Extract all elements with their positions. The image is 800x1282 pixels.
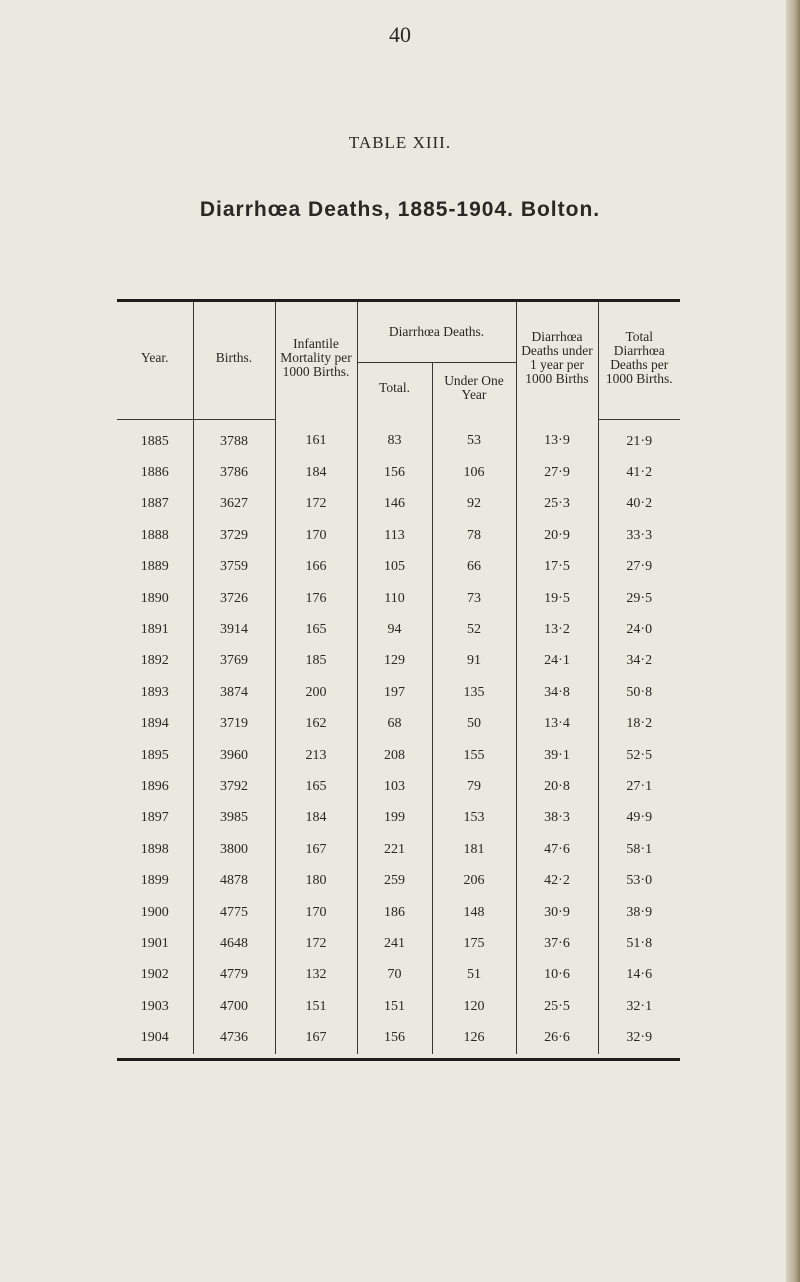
cell-under-one-per-1000: 25·5 [516,991,598,1022]
cell-total-deaths: 259 [357,865,432,896]
cell-under-one-deaths: 206 [432,865,516,896]
page-title: Diarrhœa Deaths, 1885-1904. Bolton. [199,198,601,221]
cell-year: 1904 [140,1030,169,1046]
cell-total-deaths: 110 [357,583,432,614]
cell-infantile-mortality: 166 [275,552,357,583]
cell-total-per-1000: 53·0 [598,865,680,896]
cell-under-one-deaths: 52 [432,614,516,645]
cell-births: 3800 [193,834,275,865]
cell-year: 1893 [140,684,169,700]
cell-total-per-1000: 32·9 [598,1022,680,1053]
cell-total-per-1000: 32·1 [598,991,680,1022]
cell-infantile-mortality: 162 [275,709,357,740]
cell-infantile-mortality: 184 [275,803,357,834]
cell-total-deaths: 68 [357,709,432,740]
cell-total-deaths: 105 [357,552,432,583]
cell-year: 1890 [140,590,169,606]
cell-under-one-per-1000: 13·2 [516,614,598,645]
table-row [117,677,680,708]
cell-total-deaths: 241 [357,928,432,959]
table-row [117,520,680,551]
cell-year: 1901 [140,935,169,951]
cell-infantile-mortality: 170 [275,520,357,551]
cell-total-deaths: 199 [357,803,432,834]
table-row [117,583,680,614]
cell-year: 1900 [140,904,169,920]
cell-total-deaths: 197 [357,677,432,708]
cell-year: 1897 [140,810,169,826]
cell-total-deaths: 221 [357,834,432,865]
cell-total-per-1000: 14·6 [598,960,680,991]
cell-year: 1898 [140,841,169,857]
cell-births: 3719 [193,709,275,740]
cell-births: 3726 [193,583,275,614]
table-row [117,489,680,520]
cell-total-deaths: 83 [357,420,432,458]
cell-total-per-1000: 51·8 [598,928,680,959]
cell-total-deaths: 129 [357,646,432,677]
cell-under-one-deaths: 51 [432,960,516,991]
cell-under-one-deaths: 66 [432,552,516,583]
cell-infantile-mortality: 167 [275,834,357,865]
page-edge [786,0,800,1282]
header-diarrhoea-deaths: Diarrhœa Deaths. [357,302,516,363]
cell-under-one-deaths: 73 [432,583,516,614]
cell-year: 1902 [140,967,169,983]
cell-year: 1895 [140,747,169,763]
cell-infantile-mortality: 151 [275,991,357,1022]
table-row [117,960,680,991]
cell-total-per-1000: 29·5 [598,583,680,614]
cell-infantile-mortality: 172 [275,928,357,959]
cell-total-deaths: 103 [357,771,432,802]
cell-under-one-per-1000: 27·9 [516,457,598,488]
table-row [117,457,680,488]
cell-total-deaths: 156 [357,457,432,488]
cell-total-deaths: 146 [357,489,432,520]
cell-births: 4878 [193,865,275,896]
cell-under-one-per-1000: 19·5 [516,583,598,614]
cell-under-one-per-1000: 30·9 [516,897,598,928]
cell-under-one-deaths: 175 [432,928,516,959]
cell-total-per-1000: 18·2 [598,709,680,740]
cell-under-one-per-1000: 17·5 [516,552,598,583]
cell-infantile-mortality: 184 [275,457,357,488]
cell-births: 3759 [193,552,275,583]
cell-under-one-deaths: 120 [432,991,516,1022]
table-bottom-rule [117,1058,680,1061]
cell-total-deaths: 70 [357,960,432,991]
cell-under-one-deaths: 106 [432,457,516,488]
cell-under-one-per-1000: 26·6 [516,1022,598,1053]
cell-total-per-1000: 27·1 [598,771,680,802]
header-total: Total. [357,363,432,414]
cell-total-per-1000: 34·2 [598,646,680,677]
cell-total-per-1000: 41·2 [598,457,680,488]
cell-births: 4779 [193,960,275,991]
table-row [117,803,680,834]
cell-total-per-1000: 50·8 [598,677,680,708]
cell-total-deaths: 151 [357,991,432,1022]
page-number: 40 [389,22,411,47]
cell-year: 1887 [140,496,169,512]
table-row [117,552,680,583]
cell-under-one-per-1000: 37·6 [516,928,598,959]
cell-under-one-deaths: 155 [432,740,516,771]
cell-total-deaths: 186 [357,897,432,928]
cell-infantile-mortality: 167 [275,1022,357,1053]
cell-under-one-deaths: 153 [432,803,516,834]
table-row [117,420,680,458]
cell-total-deaths: 208 [357,740,432,771]
cell-infantile-mortality: 172 [275,489,357,520]
cell-year: 1888 [140,527,169,543]
cell-births: 3914 [193,614,275,645]
cell-births: 3769 [193,646,275,677]
cell-infantile-mortality: 213 [275,740,357,771]
cell-year: 1903 [140,998,169,1014]
cell-infantile-mortality: 180 [275,865,357,896]
cell-under-one-per-1000: 24·1 [516,646,598,677]
cell-total-per-1000: 40·2 [598,489,680,520]
cell-under-one-per-1000: 25·3 [516,489,598,520]
table-row [117,740,680,771]
cell-total-deaths: 156 [357,1022,432,1053]
cell-births: 3786 [193,457,275,488]
cell-under-one-deaths: 50 [432,709,516,740]
table-row [117,646,680,677]
table-row [117,771,680,802]
cell-under-one-per-1000: 20·9 [516,520,598,551]
cell-total-per-1000: 27·9 [598,552,680,583]
cell-under-one-deaths: 91 [432,646,516,677]
table-row [117,1022,680,1053]
cell-under-one-deaths: 53 [432,420,516,458]
cell-year: 1896 [140,778,169,794]
cell-births: 3985 [193,803,275,834]
cell-total-per-1000: 24·0 [598,614,680,645]
header-infantile-mortality: Infantile Mortality per 1000 Births. [275,302,357,413]
cell-under-one-deaths: 126 [432,1022,516,1053]
cell-infantile-mortality: 132 [275,960,357,991]
cell-births: 4648 [193,928,275,959]
cell-births: 3729 [193,520,275,551]
cell-births: 3960 [193,740,275,771]
cell-under-one-per-1000: 47·6 [516,834,598,865]
cell-under-one-deaths: 135 [432,677,516,708]
cell-total-per-1000: 38·9 [598,897,680,928]
cell-infantile-mortality: 200 [275,677,357,708]
header-deaths-under-1-per-1000: Diarrhœa Deaths under 1 year per 1000 Births [516,302,598,413]
cell-under-one-deaths: 78 [432,520,516,551]
cell-infantile-mortality: 161 [275,420,357,458]
table-row [117,834,680,865]
cell-births: 4700 [193,991,275,1022]
cell-under-one-deaths: 181 [432,834,516,865]
cell-births: 4736 [193,1022,275,1053]
cell-total-per-1000: 33·3 [598,520,680,551]
cell-under-one-per-1000: 42·2 [516,865,598,896]
cell-infantile-mortality: 165 [275,614,357,645]
header-total-per-1000: Total Diarrhœa Deaths per 1000 Births. [598,302,680,413]
cell-under-one-deaths: 92 [432,489,516,520]
data-table-container [117,299,680,1061]
cell-births: 3874 [193,677,275,708]
cell-total-deaths: 94 [357,614,432,645]
cell-under-one-deaths: 148 [432,897,516,928]
table-body [117,420,680,1054]
cell-births: 3788 [193,420,275,458]
table-label: TABLE XIII. [348,133,452,152]
cell-year: 1885 [140,433,169,449]
cell-year: 1894 [140,716,169,732]
header-births: Births. [193,302,275,413]
cell-under-one-per-1000: 13·4 [516,709,598,740]
cell-year: 1886 [140,465,169,481]
cell-births: 4775 [193,897,275,928]
cell-births: 3792 [193,771,275,802]
cell-year: 1889 [140,559,169,575]
header-under-one-year: Under One Year [432,363,516,414]
cell-under-one-per-1000: 20·8 [516,771,598,802]
table-row [117,897,680,928]
table-row [117,928,680,959]
cell-total-per-1000: 52·5 [598,740,680,771]
table-row [117,614,680,645]
table-row [117,865,680,896]
cell-year: 1892 [140,653,169,669]
diarrhoea-deaths-table [117,302,680,1054]
cell-total-per-1000: 58·1 [598,834,680,865]
cell-total-deaths: 113 [357,520,432,551]
cell-under-one-per-1000: 34·8 [516,677,598,708]
table-row [117,991,680,1022]
cell-infantile-mortality: 165 [275,771,357,802]
cell-under-one-per-1000: 10·6 [516,960,598,991]
cell-total-per-1000: 49·9 [598,803,680,834]
cell-under-one-deaths: 79 [432,771,516,802]
cell-year: 1891 [140,622,169,638]
cell-infantile-mortality: 185 [275,646,357,677]
cell-under-one-per-1000: 39·1 [516,740,598,771]
cell-under-one-per-1000: 13·9 [516,420,598,458]
cell-infantile-mortality: 170 [275,897,357,928]
table-row [117,709,680,740]
cell-births: 3627 [193,489,275,520]
cell-infantile-mortality: 176 [275,583,357,614]
cell-year: 1899 [140,873,169,889]
header-year: Year. [140,349,169,365]
cell-total-per-1000: 21·9 [598,420,680,458]
cell-under-one-per-1000: 38·3 [516,803,598,834]
